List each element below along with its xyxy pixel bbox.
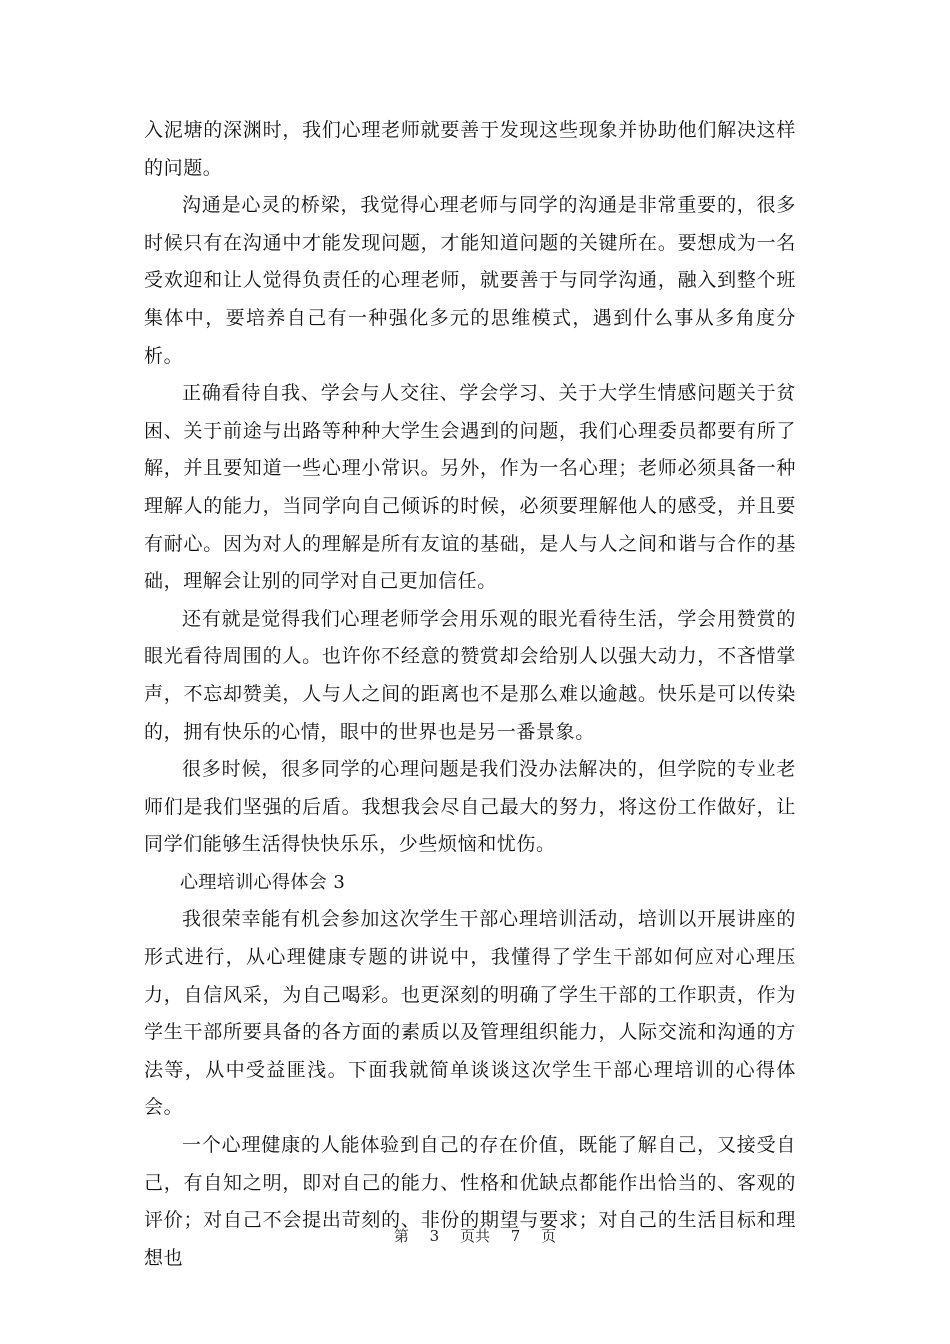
- page-footer: [0, 1226, 950, 1246]
- paragraph-self-understanding: 正确看待自我、学会与人交往、学会学习、关于大学生情感问题关于贫困、关于前途与出路等种种大学生会遇到的问题，我们心理委员都要有所了解，并且要知道一些心理小常识。另外，作为一名心理；老师必须具备一种理解人的能力，当同学向自己倾诉的时候，必须要理解他人的感受，并且要有耐心。因为对人的理解是所有友谊的基础，是人与人之间和谐与合作的基础，理解会让别的同学对自己更加信任。: [144, 382, 796, 593]
- paragraph-optimism: 还有就是觉得我们心理老师学会用乐观的眼光看待生活，学会用赞赏的眼光看待周围的人。也许你不经意的赞赏却会给别人以强大动力，不吝惜掌声，不忘却赞美，人与人之间的距离也不是那么难以逾越。快乐是可以传染的，拥有快乐的心情，眼中的世界也是另一番景象。: [144, 607, 796, 743]
- total-page-count: 7: [510, 1227, 521, 1245]
- current-page-number: 3: [429, 1227, 440, 1245]
- paragraph-communication: 沟通是心灵的桥梁，我觉得心理老师与同学的沟通是非常重要的，很多时候只有在沟通中才能发现问题，才能知道问题的关键所在。要想成为一名受欢迎和让人觉得负责任的心理老师，就要善于与同学沟通，融入到整个班集体中，要培养自己有一种强化多元的思维模式，遇到什么事从多角度分析。: [144, 194, 796, 367]
- page-label-suffix: 页: [541, 1227, 557, 1245]
- paragraph-support: 很多时候，很多同学的心理问题是我们没办法解决的，但学院的专业老师们是我们坚强的后盾。我想我会尽自己最大的努力，将这份工作做好，让同学们能够生活得快快乐乐，少些烦恼和忧伤。: [144, 758, 796, 856]
- page-label-mid: 页共: [459, 1227, 490, 1245]
- paragraph-mental-health: 一个心理健康的人能体验到自己的存在价值，既能了解自己，又接受自己，有自知之明，即对自己的能力、性格和优缺点都能作出恰当的、客观的评价；对自己不会提出苛刻的、非份的期望与要求；对自己的生活目标和理想也: [144, 1134, 796, 1269]
- paragraph-continued: 入泥塘的深渊时，我们心理老师就要善于发现这些现象并协助他们解决这样的问题。: [144, 119, 796, 179]
- section-title: 心理培训心得体会 3: [180, 871, 346, 893]
- paragraph-training-intro: 我很荣幸能有机会参加这次学生干部心理培训活动，培训以开展讲座的形式进行，从心理健康专题的讲说中，我懂得了学生干部如何应对心理压力，自信风采，为自己喝彩。也更深刻的明确了学生干部的工作职责，作为学生干部所要具备的各方面的素质以及管理组织能力，人际交流和沟通的方法等，从中受益匪浅。下面我就简单谈谈这次学生干部心理培训的心得体会。: [144, 908, 796, 1119]
- document-body: [144, 112, 796, 1277]
- page-label-prefix: 第: [393, 1227, 409, 1245]
